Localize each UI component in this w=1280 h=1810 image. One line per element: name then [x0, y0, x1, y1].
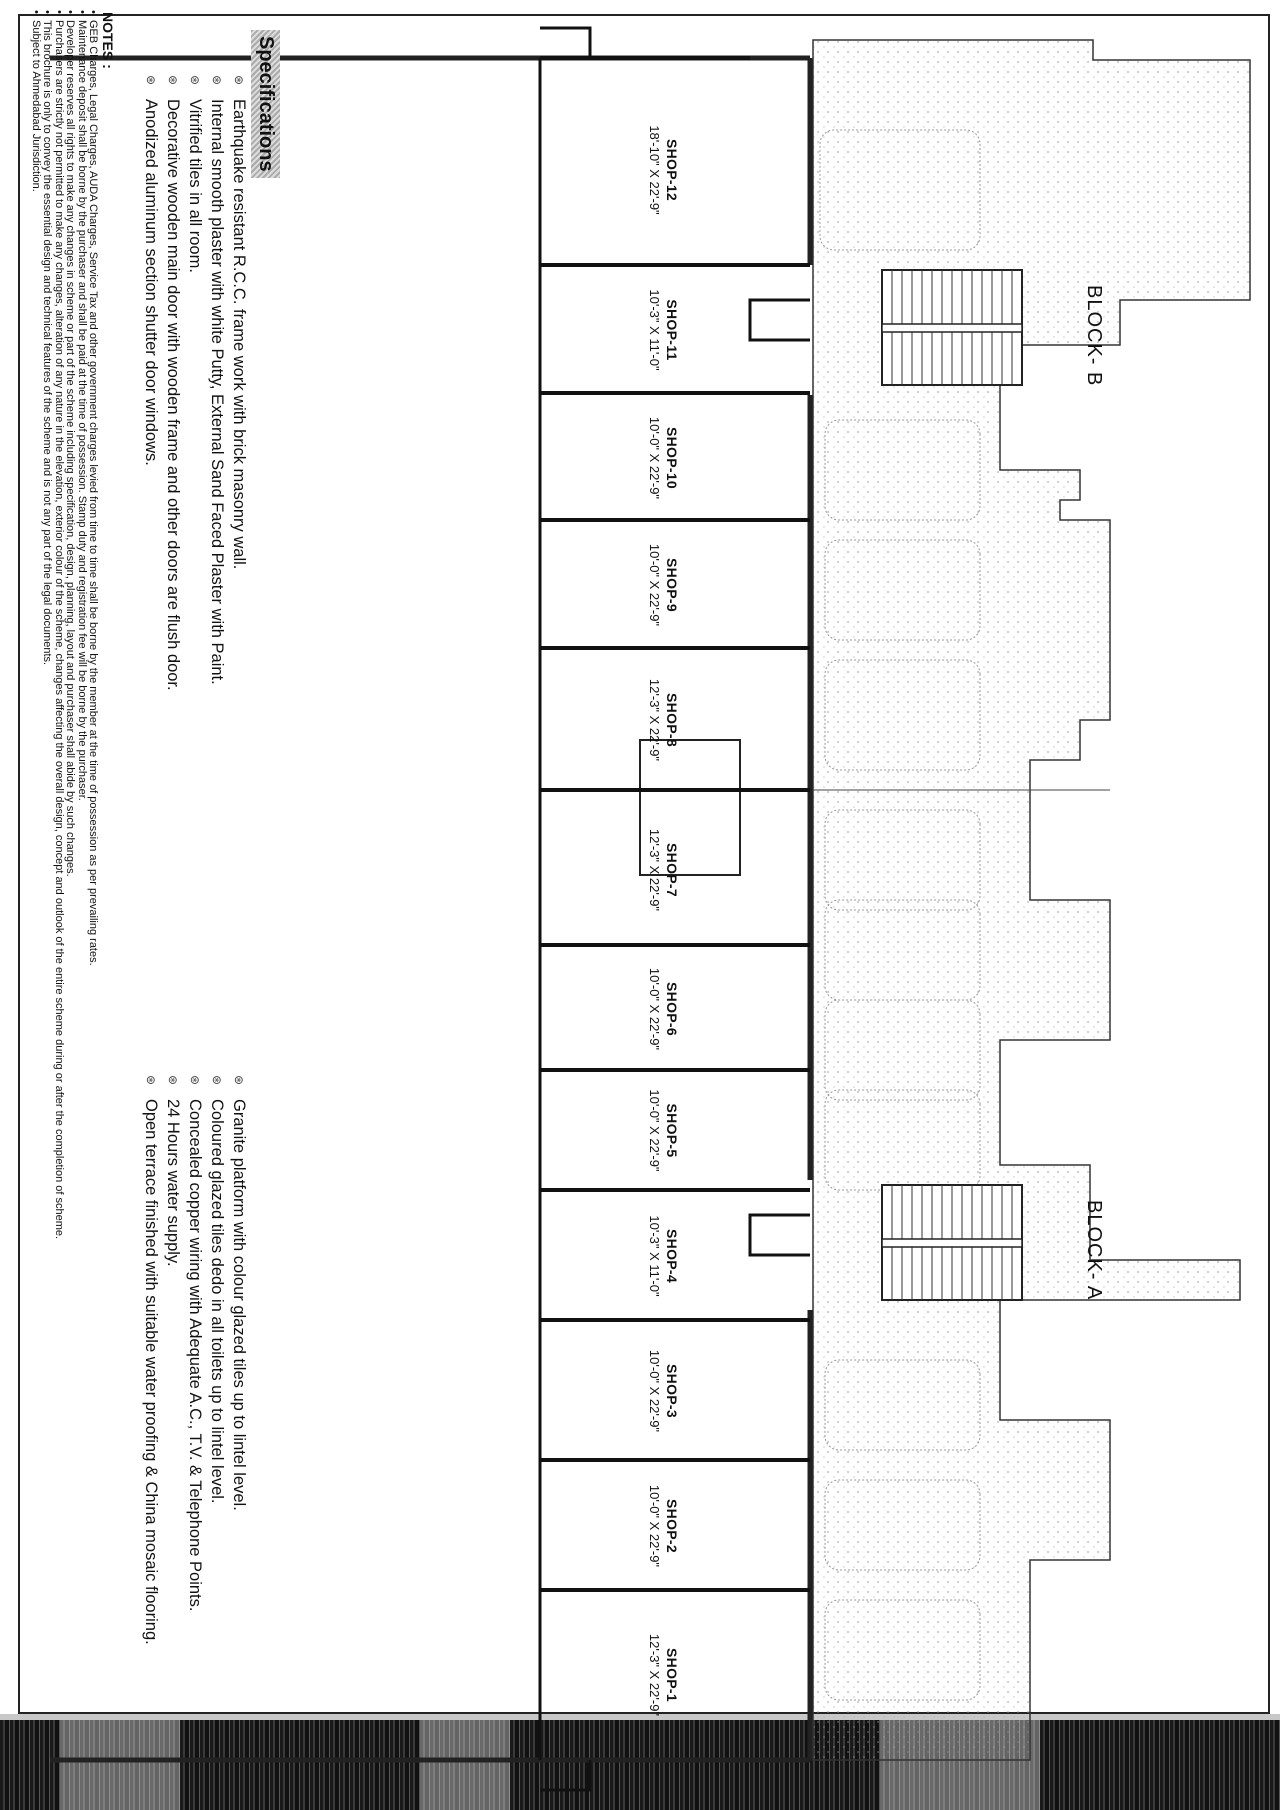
shop-name: SHOP-7 — [664, 843, 680, 897]
note-item: • GEB Charges, Legal Charges, AUDA Charges, Service Tax and other government charges levied from time to time shall be borne by the member at the time of possession as per prevailing rates. — [87, 10, 98, 1239]
shop-8 — [647, 655, 680, 785]
shop-size: 10'-0" X 22'-9" — [647, 416, 662, 500]
shop-size: 10'-0" X 22'-9" — [647, 1089, 662, 1172]
shop-name: SHOP-11 — [664, 299, 680, 361]
spec-item: ⊛ Concealed copper wiring with Adequate A.C., T.V. & Telephone Points. — [184, 1075, 206, 1645]
spec-list-left — [140, 75, 250, 691]
spec-item: ⊛ Open terrace finished with suitable water proofing & China mosaic flooring. — [140, 1075, 162, 1645]
shop-size: 10'-3" X 11'-0" — [647, 1215, 662, 1297]
shop-name: SHOP-5 — [664, 1103, 680, 1158]
spec-item: ⊛ Earthquake resistant R.C.C. frame work with brick masonry wall. — [228, 75, 250, 691]
shop-name: SHOP-12 — [664, 138, 680, 201]
notes-title: NOTES : — [100, 12, 116, 69]
notes-list — [30, 10, 98, 1239]
spec-item: ⊛ Granite platform with colour glazed tiles up to lintel level. — [228, 1075, 250, 1645]
note-item: • Subject to Ahmedabad Jurisdiction. — [30, 10, 41, 1239]
specifications-title: Specifications — [251, 30, 280, 178]
shop-size: 12'-3" X 22'-9" — [647, 828, 662, 912]
spec-list-right — [140, 1075, 250, 1645]
shop-name: SHOP-9 — [664, 558, 680, 612]
shop-size: 18'-10" X 22'-9" — [647, 125, 662, 215]
spec-item: ⊛ Anodized aluminum section shutter door windows. — [140, 75, 162, 691]
spec-item: ⊛ Vitrified tiles in all room. — [184, 75, 206, 691]
shop-size: 10'-0" X 22'-9" — [647, 543, 662, 627]
note-item: • Developer reserves all rights to make any changes in scheme or part of the scheme including specification, design, planning, layout and purchaser shall abide by such changes. — [64, 10, 75, 1239]
shop-size: 12'-3" X 22'-9" — [647, 678, 662, 762]
shop-name: SHOP-8 — [664, 693, 680, 747]
shop-12 — [647, 90, 680, 250]
spec-item: ⊛ 24 Hours water supply. — [162, 1075, 184, 1645]
spec-item: ⊛ Coloured glazed tiles dedo in all toilets up to lintel level. — [206, 1075, 228, 1645]
shop-7 — [647, 800, 680, 940]
shop-name: SHOP-3 — [664, 1364, 680, 1418]
shop-2 — [647, 1465, 680, 1587]
block-a-label: BLOCK- A — [1083, 1200, 1105, 1301]
shop-name: SHOP-2 — [664, 1499, 680, 1553]
shop-size: 10'-3" X 11'-0" — [647, 289, 662, 371]
shop-3 — [647, 1325, 680, 1457]
shop-10 — [647, 398, 680, 518]
note-item: • Purchasers are strictly not permitted to make any changes, alteration of any nature in the elevation, exterior colour of the scheme, changes affecting the overall design, concept and outlook of the entire scheme during or after the completion of scheme. — [52, 10, 63, 1239]
note-item: • Maintenance deposit shall be borne by the purchaser and shall be paid at the time of possession. Stamp duty and registration fee will be borne by the purchaser. — [75, 10, 86, 1239]
shop-9 — [647, 525, 680, 645]
shop-size: 10'-0" X 22'-9" — [647, 1484, 662, 1568]
staircase-a — [882, 1185, 1022, 1300]
spec-item: ⊛ Internal smooth plaster with white Putty, External Sand Faced Plaster with Paint. — [206, 75, 228, 691]
shop-size: 10'-0" X 22'-9" — [647, 1349, 662, 1433]
shop-name: SHOP-6 — [664, 982, 680, 1036]
shop-size: 10'-0" X 22'-9" — [647, 967, 662, 1051]
staircase-b — [882, 270, 1022, 385]
block-b-label: BLOCK- B — [1083, 285, 1105, 387]
shop-name: SHOP-1 — [664, 1648, 680, 1702]
shop-11 — [647, 270, 680, 390]
shop-name: SHOP-10 — [664, 426, 680, 489]
shop-1 — [647, 1595, 680, 1755]
spec-item: ⊛ Decorative wooden main door with wooden frame and other doors are flush door. — [162, 75, 184, 691]
shop-size: 12'-3" X 22'-9" — [647, 1633, 662, 1717]
shop-6 — [647, 950, 680, 1068]
note-item: • This brochure is only to convey the essential design and technical features of the scheme and is not any part of the legal documents. — [41, 10, 52, 1239]
shop-4 — [647, 1194, 680, 1318]
shop-name: SHOP-4 — [664, 1229, 680, 1283]
shop-5 — [647, 1073, 680, 1188]
